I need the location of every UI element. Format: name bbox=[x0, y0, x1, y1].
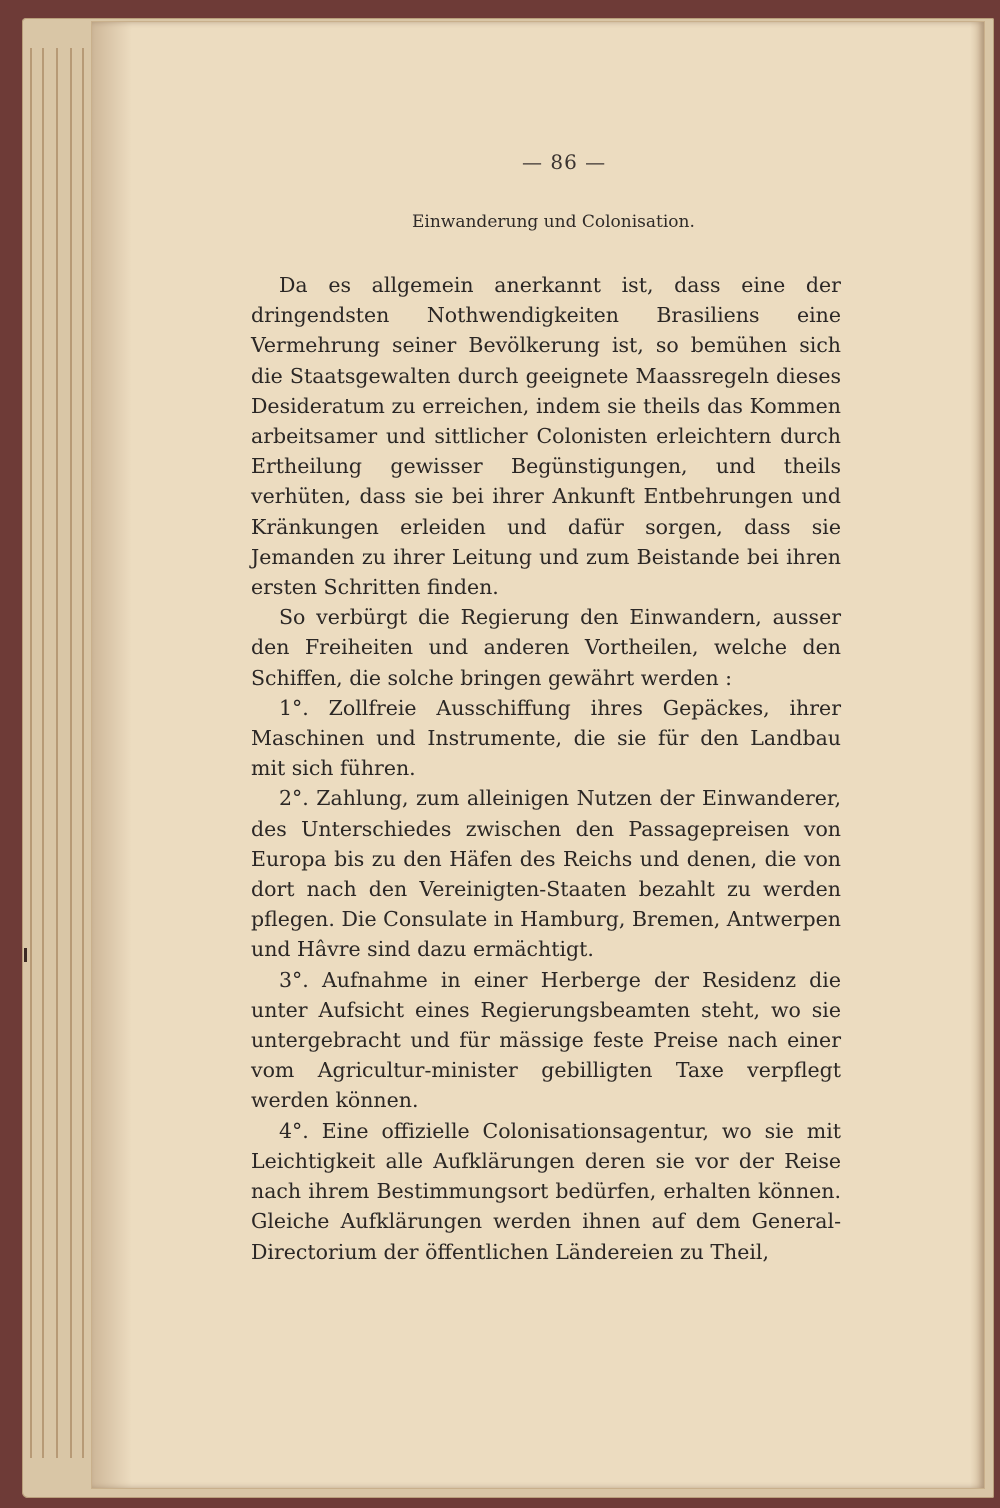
gutter-shadow bbox=[92, 22, 132, 1488]
body-text bbox=[251, 270, 841, 1267]
paragraph: Da es allgemein anerkannt ist, dass eine der dringendsten Nothwendigkeiten Brasiliens eine Vermehrung seiner Bevölkerung ist, so bemühen sich die Staatsgewalten durch geeignete Maassregeln dieses Desideratum zu erreichen, indem sie theils das Kommen arbeitsamer und sittlicher Colonisten erleichtern durch Ertheilung gewisser Begünstigungen, und theils verhüten, dass sie bei ihrer Ankunft Entbehrungen und Kränkungen erleiden und dafür sorgen, dass sie Jemanden zu ihrer Leitung und zum Beistande bei ihren ersten Schritten finden. bbox=[251, 273, 841, 600]
paragraph: 4°. Eine offizielle Colonisationsagentur, wo sie mit Leichtigkeit alle Aufklärungen deren sie vor der Reise nach ihrem Bestimmungsort bedürfen, erhalten können. Gleiche Aufklärungen werden ihnen auf dem General-Directorium der öffentlichen Ländereien zu Theil, bbox=[251, 1118, 841, 1264]
page-edge-line bbox=[70, 48, 72, 1458]
page-edge-line bbox=[56, 48, 58, 1458]
binding-mark bbox=[24, 948, 27, 962]
page-number: — 86 — bbox=[522, 150, 607, 174]
page-right-edge bbox=[970, 22, 984, 1488]
paragraph: 3°. Aufnahme in einer Herberge der Residenz die unter Aufsicht eines Regierungsbeamten steht, wo sie untergebracht und für mässige feste Preise nach einer vom Agricultur-minister gebilligten Taxe verpflegt werden können. bbox=[251, 967, 841, 1113]
paragraph: 1°. Zollfreie Ausschiffung ihres Gepäckes, ihrer Maschinen und Instrumente, die sie für den Landbau mit sich führen. bbox=[251, 695, 841, 781]
paragraph: 2°. Zahlung, zum alleinigen Nutzen der Einwanderer, des Unterschiedes zwischen den Passagepreisen von Europa bis zu den Häfen des Reichs und denen, die von dort nach den Vereinigten-Staaten bezahlt zu werden pflegen. Die Consulate in Hamburg, Bremen, Antwerpen und Hâvre sind dazu ermächtigt. bbox=[251, 786, 841, 962]
page-edge-line bbox=[82, 48, 84, 1458]
paragraph: So verbürgt die Regierung den Einwandern, ausser den Freiheiten und anderen Vortheilen, welche den Schiffen, die solche bringen gewährt werden : bbox=[251, 605, 841, 690]
page-edge-line bbox=[42, 48, 44, 1458]
running-head: Einwanderung und Colonisation. bbox=[412, 212, 695, 232]
page-edge-line bbox=[30, 48, 32, 1458]
